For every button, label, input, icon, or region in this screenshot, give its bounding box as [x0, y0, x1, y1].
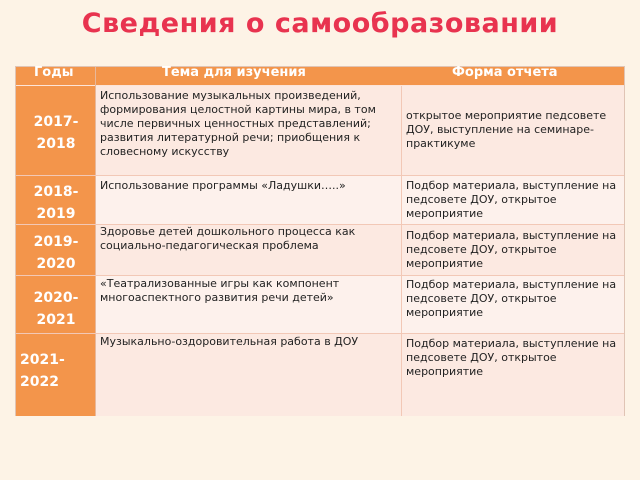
- header-report: Форма отчета: [452, 65, 558, 80]
- report-cell: Подбор материала, выступление на педсовете ДОУ, открытое мероприятие: [406, 337, 617, 378]
- topic-cell: Здоровье детей дошкольного процесса как социально-педагогическая проблема: [100, 225, 356, 252]
- topic-cell: «Театрализованные игры как компонент многоаспектного развития речи детей»: [100, 277, 340, 304]
- page-title: Сведения о самообразовании: [81, 8, 559, 39]
- table-header: [16, 67, 624, 85]
- report-cell: Подбор материала, выступление на педсовете ДОУ, открытое мероприятие: [406, 278, 617, 319]
- topic-cell: Использование программы «Ладушки…..»: [100, 179, 346, 192]
- topic-cell: Музыкально-оздоровительная работа в ДОУ: [100, 335, 359, 348]
- header-topic: Тема для изучения: [162, 65, 306, 80]
- report-cell: Подбор материала, выступление на педсовете ДОУ, открытое мероприятие: [406, 229, 617, 270]
- topic-cell: Использование музыкальных произведений, формирования целостной картины мира, в том числе первичных ценностных представлений; развития литературной речи; приобщения к словесному искусству: [100, 89, 376, 158]
- report-cell: Подбор материала, выступление на педсовете ДОУ, открытое мероприятие: [406, 179, 617, 220]
- year-cell: 2017-2018: [33, 114, 79, 152]
- divider: [16, 275, 624, 276]
- year-cell: 2021-2022: [20, 352, 65, 390]
- self-education-table: [15, 66, 625, 416]
- year-cell: 2020-2021: [33, 290, 79, 328]
- report-cell: открытое мероприятие педсовете ДОУ, выступление на семинаре-практикуме: [406, 109, 607, 150]
- divider: [16, 175, 624, 176]
- divider: [16, 333, 624, 334]
- header-years: Годы: [34, 65, 74, 80]
- year-cell: 2018-2019: [33, 184, 79, 222]
- divider: [401, 86, 402, 416]
- year-cell: 2019-2020: [33, 234, 79, 272]
- divider: [95, 67, 96, 416]
